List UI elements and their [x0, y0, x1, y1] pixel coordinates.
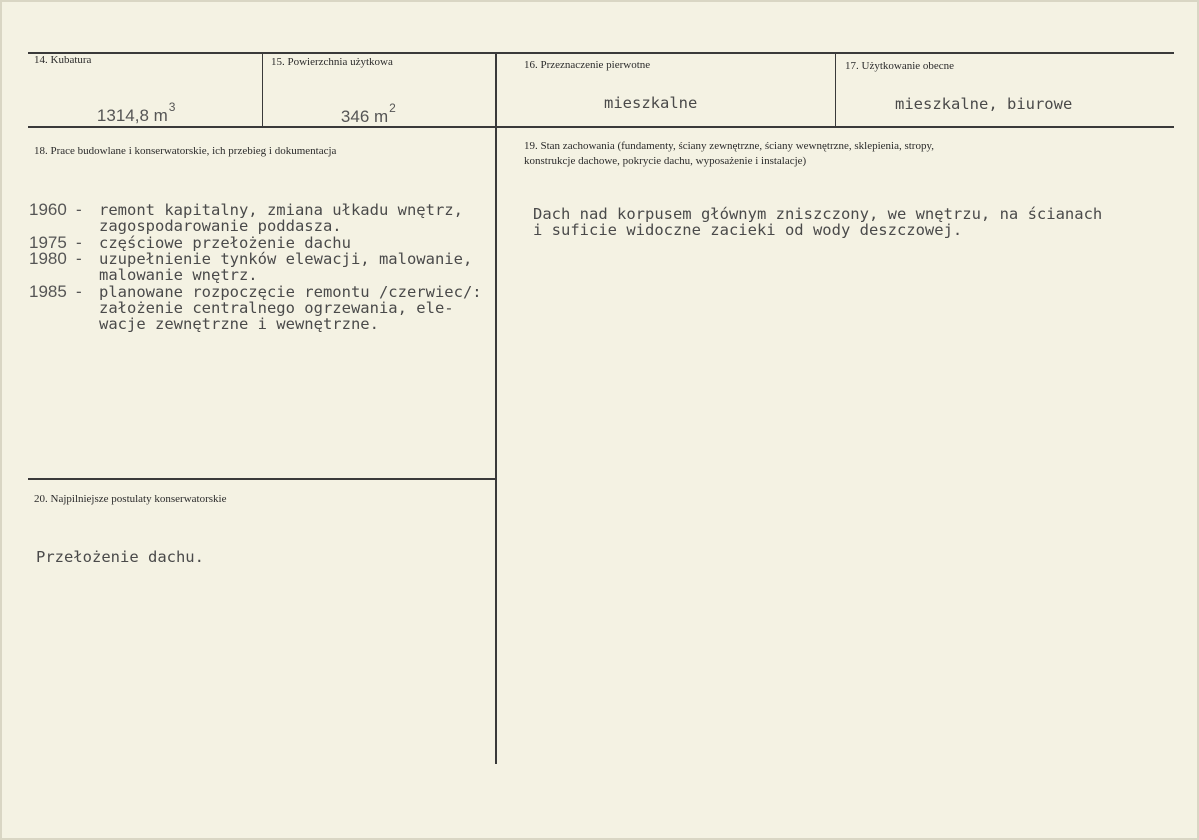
- przeznaczenie-label: 16. Przeznaczenie pierwotne: [524, 59, 651, 71]
- prace-entry-dash: -: [76, 248, 82, 268]
- kubatura-value: [78, 92, 175, 141]
- uzytkowanie-label: 17. Użytkowanie obecne: [845, 60, 955, 72]
- prace-entry-dash: -: [76, 200, 82, 219]
- powierzchnia-value: [322, 93, 396, 142]
- prace-entry-line: wacje zewnętrzne i wewnętrzne.: [99, 315, 379, 334]
- prace-entry-line: planowane rozpoczęcie remontu /czerwiec/:: [99, 282, 482, 301]
- prace-entry-line: uzupełnienie tynków elewacji, malowanie,: [99, 249, 473, 268]
- stan-label-line1: 19. Stan zachowania (fundamenty, ściany zewnętrzne, ściany wewnętrzne, sklepienia, stropy,: [524, 140, 935, 152]
- stan-text-line1: Dach nad korpusem głównym zniszczony, we wnętrzu, na ścianach: [533, 205, 1103, 223]
- prace-entry-line: zagospodarowanie poddasza.: [99, 217, 342, 236]
- column-divider-3: [835, 52, 836, 127]
- postulaty-text: Przełożenie dachu.: [36, 548, 204, 566]
- powierzchnia-label: 15. Powierzchnia użytkowa: [271, 56, 393, 68]
- section-divider: [28, 478, 496, 480]
- kubatura-label: 14. Kubatura: [34, 54, 92, 66]
- prace-entry-line: częściowe przełożenie dachu: [99, 233, 351, 252]
- prace-entry-line: założenie centralnego ogrzewania, ele-: [99, 298, 454, 317]
- uzytkowanie-value: mieszkalne, biurowe: [895, 95, 1073, 113]
- powierzchnia-exponent: 2: [389, 101, 396, 115]
- prace-entry-year: 1975: [29, 232, 67, 252]
- kubatura-number: 1314,8 m: [96, 106, 168, 125]
- prace-entry-year: 1980: [29, 248, 67, 268]
- prace-entry-dash: -: [76, 281, 82, 301]
- stan-label-line2: konstrukcje dachowe, pokrycie dachu, wyposażenie i instalacje): [524, 155, 807, 167]
- prace-entry-year: 1960: [29, 200, 67, 219]
- prace-entry-line: remont kapitalny, zmiana ułkadu wnętrz,: [99, 201, 463, 219]
- kubatura-exponent: 3: [168, 100, 176, 114]
- column-divider-2: [495, 52, 497, 764]
- prace-label: 18. Prace budowlane i konserwatorskie, ich przebieg i dokumentacja: [34, 145, 337, 157]
- prace-entry-year: 1985: [29, 281, 67, 301]
- przeznaczenie-value: mieszkalne: [604, 94, 698, 112]
- row-divider: [28, 126, 1174, 128]
- stan-text-line2: i suficie widoczne zacieki od wody deszczowej.: [533, 221, 963, 239]
- prace-entry-dash: -: [76, 232, 82, 252]
- top-rule: [28, 52, 1174, 54]
- column-divider-1: [262, 52, 263, 127]
- postulaty-label: 20. Najpilniejsze postulaty konserwatorskie: [34, 493, 227, 505]
- prace-entry-line: malowanie wnętrz.: [99, 266, 258, 285]
- powierzchnia-number: 346 m: [340, 107, 389, 126]
